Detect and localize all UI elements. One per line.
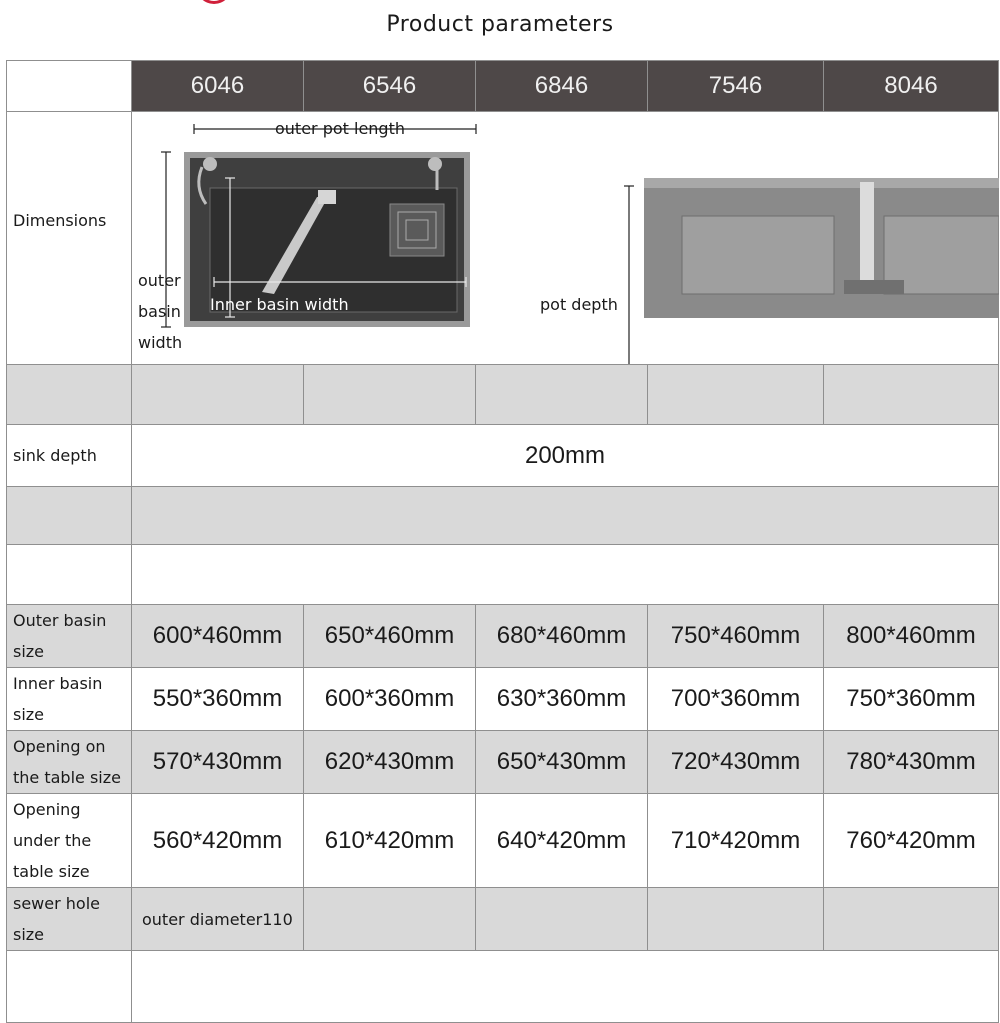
table-cell: 560*420mm — [132, 794, 304, 888]
sewer-hole-value: outer diameter110 — [132, 888, 304, 951]
inner-pot-length-label: inner pot length — [266, 339, 395, 358]
blank-gray-row-2 — [7, 487, 999, 545]
blank-cell — [304, 888, 476, 951]
outer-basin-width-line-3: width — [138, 333, 183, 352]
blank-white-row — [7, 545, 999, 605]
opening-under-table-row — [7, 794, 999, 888]
blank-cell — [824, 365, 999, 425]
table-cell: 630*360mm — [476, 668, 648, 731]
outer-basin-width-line-1: outer — [138, 271, 181, 290]
table-cell: 800*460mm — [824, 605, 999, 668]
sink-diagram — [132, 112, 999, 364]
dimensions-row — [7, 112, 999, 365]
blank-cell — [648, 888, 824, 951]
opening-on-table-row — [7, 731, 999, 794]
sink-depth-row — [7, 425, 999, 487]
blank-cell — [7, 545, 132, 605]
blank-cell — [7, 487, 132, 545]
blank-bottom-row — [7, 951, 999, 1023]
table-cell: 680*460mm — [476, 605, 648, 668]
sink-depth-value: 200mm — [132, 425, 999, 487]
table-cell: 610*420mm — [304, 794, 476, 888]
table-cell: 750*460mm — [648, 605, 824, 668]
row-label: Inner basin size — [7, 668, 132, 731]
outer-pot-length-label: outer pot length — [274, 119, 406, 138]
row-label: Outer basin size — [7, 605, 132, 668]
table-cell: 550*360mm — [132, 668, 304, 731]
table-cell: 650*430mm — [476, 731, 648, 794]
table-cell: 720*430mm — [648, 731, 824, 794]
header-corner — [7, 61, 132, 112]
blank-cell — [132, 951, 999, 1023]
table-cell: 780*430mm — [824, 731, 999, 794]
model-6546: 6546 — [304, 61, 476, 112]
blank-gray-row-1 — [7, 365, 999, 425]
model-8046: 8046 — [824, 61, 999, 112]
model-6046: 6046 — [132, 61, 304, 112]
outer-basin-size-row — [7, 605, 999, 668]
model-header-row — [7, 61, 999, 112]
inner-basin-size-row — [7, 668, 999, 731]
table-cell: 750*360mm — [824, 668, 999, 731]
row-label: Opening under the table size — [7, 794, 132, 888]
blank-cell — [132, 487, 999, 545]
blank-cell — [304, 365, 476, 425]
blank-cell — [7, 951, 132, 1023]
logo-fragment — [196, 0, 232, 4]
table-cell: 700*360mm — [648, 668, 824, 731]
blank-cell — [132, 545, 999, 605]
table-cell: 600*360mm — [304, 668, 476, 731]
blank-cell — [476, 888, 648, 951]
pot-depth-label: pot depth — [540, 295, 618, 314]
table-cell: 650*460mm — [304, 605, 476, 668]
blank-cell — [132, 365, 304, 425]
table-cell: 600*460mm — [132, 605, 304, 668]
row-label: Opening on the table size — [7, 731, 132, 794]
table-cell: 640*420mm — [476, 794, 648, 888]
model-7546: 7546 — [648, 61, 824, 112]
dimensions-diagram — [132, 112, 999, 364]
pot-depth-line — [624, 186, 634, 364]
table-cell: 570*430mm — [132, 731, 304, 794]
table-cell: 760*420mm — [824, 794, 999, 888]
blank-cell — [824, 888, 999, 951]
dimensions-label: Dimensions — [7, 112, 132, 365]
table-cell: 620*430mm — [304, 731, 476, 794]
row-label: sewer hole size — [7, 888, 132, 951]
blank-cell — [7, 365, 132, 425]
page-title: Product parameters — [386, 12, 614, 37]
blank-cell — [648, 365, 824, 425]
outer-basin-width-line-2: basin — [138, 302, 181, 321]
table-cell: 710*420mm — [648, 794, 824, 888]
dimensions-diagram-cell — [132, 112, 999, 365]
blank-cell — [476, 365, 648, 425]
sewer-hole-row — [7, 888, 999, 951]
parameter-table — [6, 60, 999, 1023]
sink-depth-label: sink depth — [7, 425, 132, 487]
model-6846: 6846 — [476, 61, 648, 112]
sink-side-view — [644, 178, 999, 318]
inner-basin-width-label: Inner basin width — [210, 295, 349, 314]
